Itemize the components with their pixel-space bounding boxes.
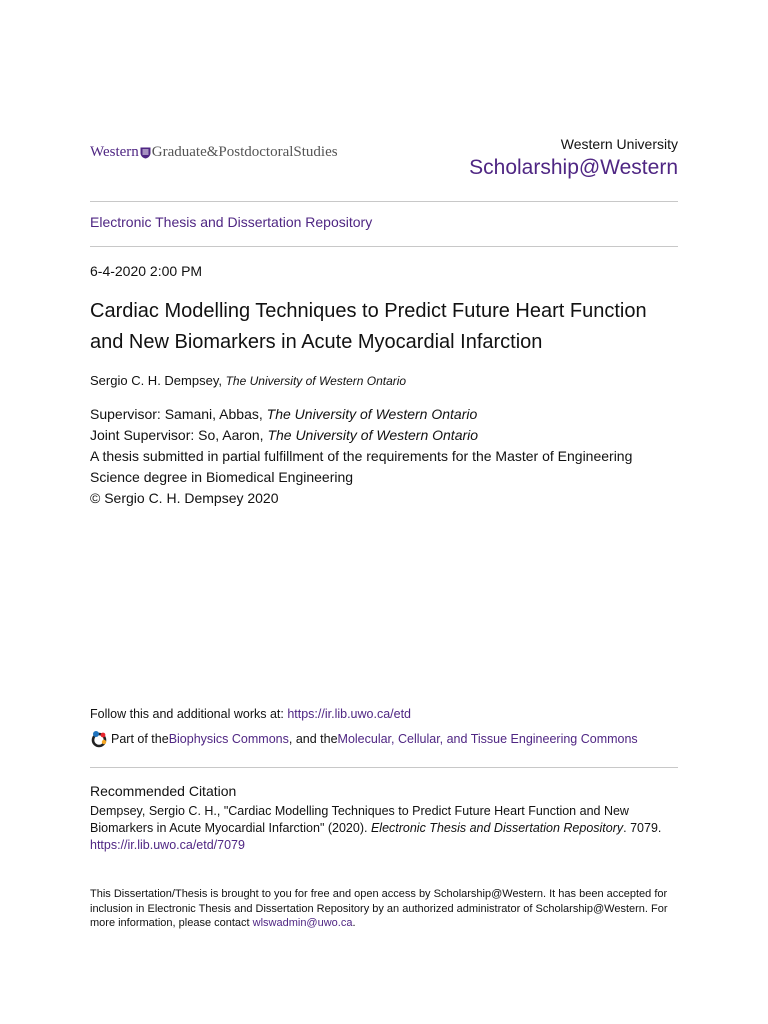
access-notice	[90, 887, 680, 931]
part-of-line	[90, 730, 638, 748]
supervisor-label: Supervisor: Samani, Abbas,	[90, 406, 263, 422]
scholarship-western-link[interactable]: Scholarship@Western	[469, 156, 678, 179]
tissue-engineering-commons-link[interactable]: Molecular, Cellular, and Tissue Engineering Commons	[337, 732, 638, 746]
citation-url-link[interactable]: https://ir.lib.uwo.ca/etd/7079	[90, 838, 245, 852]
thesis-title: Cardiac Modelling Techniques to Predict Future Heart Function and New Biomarkers in Acute Myocardial Infarction	[90, 300, 647, 353]
citation-text: Dempsey, Sergio C. H., "Cardiac Modelling Techniques to Predict Future Heart Function and New Biomarkers in Acute Myocardial Infarction" (2020).	[90, 804, 629, 835]
university-name: Western University	[560, 136, 678, 152]
citation-number: . 7079.	[623, 821, 662, 835]
logo-primary: Western	[90, 144, 139, 160]
contact-email-link[interactable]: wlswadmin@uwo.ca	[252, 917, 353, 929]
follow-line	[90, 707, 411, 721]
copyright: © Sergio C. H. Dempsey 2020	[90, 490, 279, 506]
divider-citation	[90, 767, 678, 768]
part-of-prefix: Part of the	[111, 732, 169, 746]
citation-block	[90, 803, 680, 854]
supervisor-line	[90, 404, 678, 425]
biophysics-commons-link[interactable]: Biophysics Commons	[168, 732, 289, 746]
supervisor-institution: The University of Western Ontario	[266, 406, 478, 422]
repository-link[interactable]: Electronic Thesis and Dissertation Repository	[90, 214, 373, 230]
joint-supervisor-label: Joint Supervisor: So, Aaron,	[90, 427, 264, 443]
notice-end: .	[352, 917, 356, 929]
citation-journal: Electronic Thesis and Dissertation Repository	[370, 821, 624, 835]
follow-text: Follow this and additional works at:	[90, 707, 288, 721]
degree-statement: A thesis submitted in partial fulfillment of the requirements for the Master of Engineering Science degree in Biomedical Engineering	[90, 448, 633, 485]
etd-url-link[interactable]: https://ir.lib.uwo.ca/etd	[287, 707, 412, 721]
publication-date: 6-4-2020 2:00 PM	[90, 263, 203, 279]
part-of-middle: , and the	[288, 732, 338, 746]
joint-supervisor-line	[90, 425, 678, 446]
cover-page	[90, 0, 678, 1024]
header	[90, 134, 678, 184]
joint-supervisor-institution: The University of Western Ontario	[267, 427, 479, 443]
divider-top	[90, 201, 678, 202]
logo-secondary: Graduate&PostdoctoralStudies	[151, 144, 338, 160]
author-line	[90, 373, 406, 388]
western-grad-logo	[90, 144, 338, 161]
notice-text: This Dissertation/Thesis is brought to you for free and open access by Scholarship@Western. It has been accepted for inclusion in Electronic Thesis and Dissertation Repository by an authorized administrator of Scholarship@Western. For more information, please contact	[90, 888, 668, 929]
citation-heading: Recommended Citation	[90, 783, 237, 799]
thesis-meta	[90, 404, 678, 509]
network-commons-icon	[90, 730, 108, 748]
shield-crest-icon	[140, 147, 151, 159]
divider-second	[90, 246, 678, 247]
author-name: Sergio C. H. Dempsey,	[90, 373, 222, 388]
author-institution: The University of Western Ontario	[225, 374, 407, 388]
